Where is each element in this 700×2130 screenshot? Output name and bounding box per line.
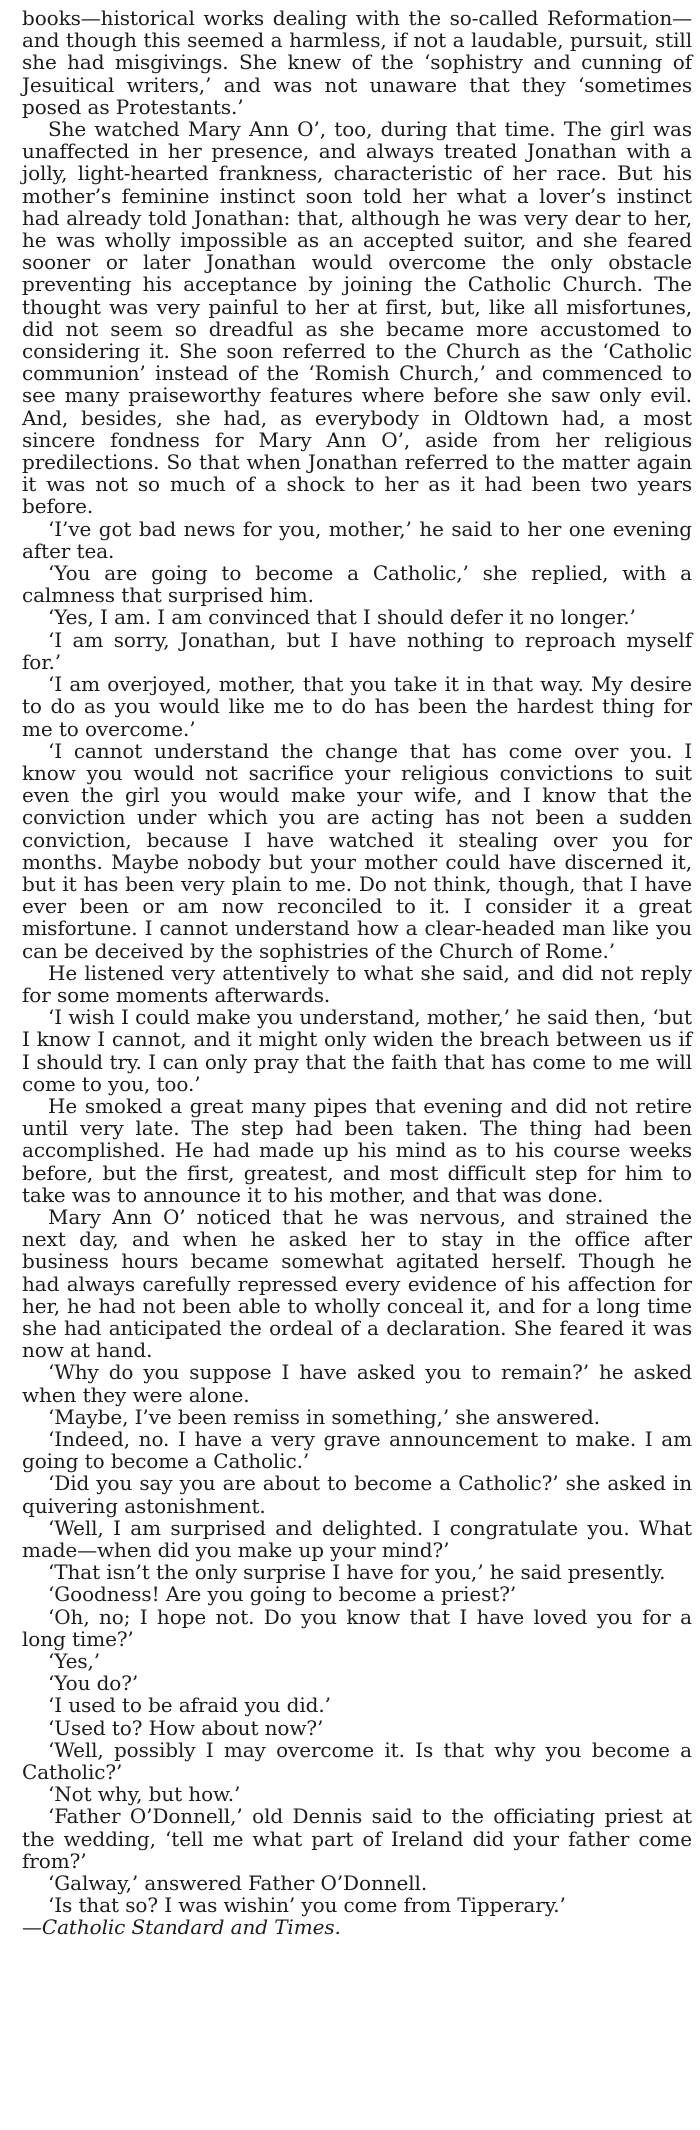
paragraph: ‘Goodness! Are you going to become a priest?’ bbox=[48, 1582, 517, 1607]
paragraph: She watched Mary Ann O’, too, during that time. The girl was unaffected in her presence, and always treated Jonathan with a jolly, light-hearted frankness, characteristic of her race. But his mother’s feminine instinct soon told her what a lover’s instinct had already told Jonathan: that, although he was very dear to her, he was wholly impossible as an accepted suitor, and she feared sooner or later Jonathan would overcome the only obstacle preventing his acceptance by joining the Catholic Church. The thought was very painful to her at first, but, like all misfortunes, did not seem so dreadful as she became more accustomed to considering it. She soon referred to the Church as the ‘Catholic communion’ instead of the ‘Romish Church,’ and commenced to see many praiseworthy features where before she saw only evil. And, besides, she had, as everybody in Oldtown had, a most sincere fondness for Mary Ann O’, aside from her religious predilections. So that when Jonathan referred to the matter again it was not so much of a shock to her as it had been two years before. bbox=[22, 117, 692, 519]
paragraph: ‘Why do you suppose I have asked you to remain?’ he asked when they were alone. bbox=[22, 1360, 692, 1407]
paragraph: ‘You do?’ bbox=[48, 1671, 139, 1696]
paragraph: ‘Maybe, I’ve been remiss in something,’ she answered. bbox=[48, 1404, 600, 1429]
paragraph: He listened very attentively to what she said, and did not reply for some moments afterwards. bbox=[22, 960, 692, 1007]
paragraph: ‘You are going to become a Catholic,’ she replied, with a calmness that surprised him. bbox=[22, 561, 692, 608]
source-attribution: —Catholic Standard and Times. bbox=[22, 1915, 341, 1940]
paragraph: ‘Oh, no; I hope not. Do you know that I have loved you for a long time?’ bbox=[22, 1604, 692, 1651]
paragraph: ‘Used to? How about now?’ bbox=[48, 1715, 324, 1740]
paragraph: ‘I cannot understand the change that has come over you. I know you would not sacrifice your religious convictions to suit even the girl you would make your wife, and I know that the conviction under which you are acting has not been a sudden conviction, because I have watched it stealing over you for months. Maybe nobody but your mother could have discerned it, but it has been very plain to me. Do not think, though, that I have ever been or am now reconciled to it. I consider it a great misfortune. I cannot understand how a clear-headed man like you can be deceived by the sophistries of the Church of Rome.’ bbox=[22, 738, 692, 963]
paragraph: ‘Yes,’ bbox=[48, 1649, 101, 1674]
paragraph: He smoked a great many pipes that evening and did not retire until very late. The step had been taken. The thing had been accomplished. He had made up his mind as to his course weeks before, but the first, greatest, and most difficult step for him to take was to announce it to his mother, and that was done. bbox=[22, 1093, 692, 1207]
paragraph: ‘That isn’t the only surprise I have for you,’ he said presently. bbox=[48, 1560, 666, 1585]
paragraph: ‘Well, possibly I may overcome it. Is that why you become a Catholic?’ bbox=[22, 1737, 692, 1785]
paragraph: ‘Did you say you are about to become a Catholic?’ she asked in quivering astonishment. bbox=[22, 1471, 692, 1518]
paragraph: ‘I am sorry, Jonathan, but I have nothing to reproach myself for.’ bbox=[22, 627, 692, 674]
paragraph: ‘Is that so? I was wishin’ you come from Tipperary.’ bbox=[48, 1893, 566, 1918]
paragraph: ‘I’ve got bad news for you, mother,’ he said to her one evening after tea. bbox=[22, 516, 692, 563]
paragraph: ‘I used to be afraid you did.’ bbox=[48, 1693, 331, 1718]
paragraph: ‘Well, I am surprised and delighted. I congratulate you. What made—when did you make up your mind?’ bbox=[22, 1515, 692, 1563]
paragraph: Mary Ann O’ noticed that he was nervous, and strained the next day, and when he asked her to stay in the office after business hours became somewhat agitated herself. Though he had always carefully repressed every evidence of his affection for her, he had not been able to wholly conceal it, and for a long time she had anticipated the ordeal of a declaration. She feared it was now at hand. bbox=[22, 1204, 692, 1363]
paragraph: books—historical works dealing with the so-called Reformation—and though this seemed a harmless, if not a laudable, pursuit, still she had misgivings. She knew of the ‘sophistry and cunning of Jesuitical writers,’ and was not unaware that they ‘sometimes posed as Protestants.’ bbox=[22, 6, 692, 119]
paragraph: ‘Father O’Donnell,’ old Dennis said to the officiating priest at the wedding, ‘tell me what part of Ireland did your father come from?’ bbox=[22, 1804, 692, 1873]
paragraph: ‘Galway,’ answered Father O’Donnell. bbox=[48, 1871, 428, 1896]
paragraph: ‘I wish I could make you understand, mother,’ he said then, ‘but I know I cannot, and it might only widen the breach between us if I should try. I can only pray that the faith that has come to me will come to you, too.’ bbox=[22, 1005, 692, 1096]
paragraph: ‘Indeed, no. I have a very grave announcement to make. I am going to become a Catholic.’ bbox=[22, 1427, 692, 1474]
paragraph: ‘I am overjoyed, mother, that you take it in that way. My desire to do as you would like me to do has been the hardest thing for me to overcome.’ bbox=[22, 672, 692, 741]
paragraph: ‘Yes, I am. I am convinced that I should defer it no longer.’ bbox=[48, 605, 636, 630]
paragraph: ‘Not why, but how.’ bbox=[48, 1782, 241, 1807]
